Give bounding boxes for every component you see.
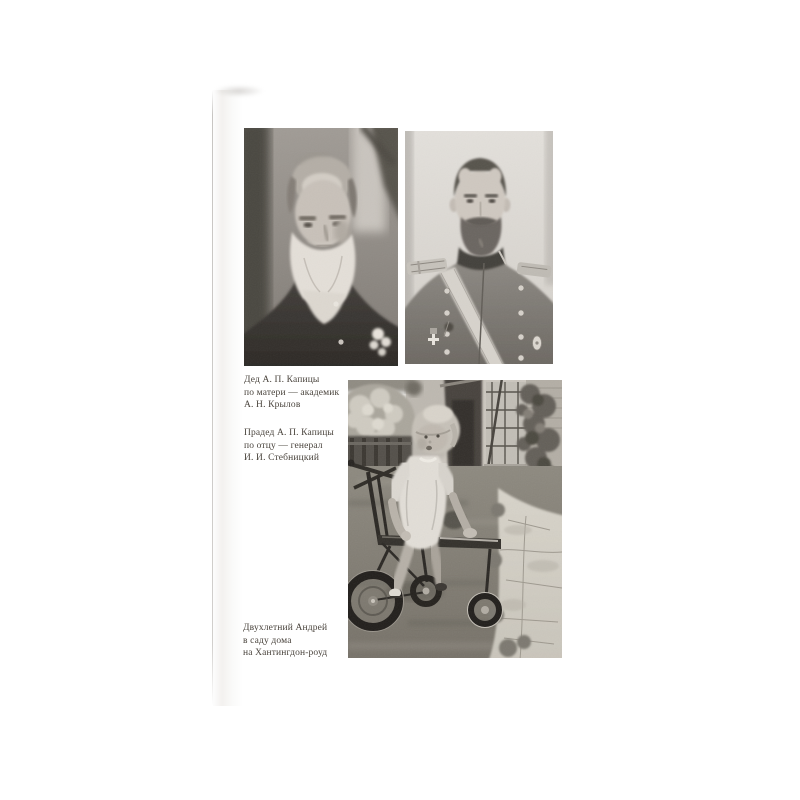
caption-line: Дед А. П. Капицы <box>244 375 320 385</box>
photo-andrei-garden <box>348 380 562 658</box>
page-spine-edge <box>213 90 243 706</box>
caption-line: И. И. Стебницкий <box>244 453 320 464</box>
page-top-smudge <box>214 85 264 97</box>
caption-line: на Хантингдон-роуд <box>243 648 328 659</box>
photo-krylov-portrait <box>244 128 398 366</box>
caption-line: Двухлетний Андрей <box>243 623 328 633</box>
caption-krylov <box>244 374 339 412</box>
page-spine-line <box>212 90 213 706</box>
caption-stebnitsky <box>244 427 334 465</box>
caption-line: по отцу — генерал <box>244 440 323 451</box>
caption-line: А. Н. Крылов <box>244 400 301 411</box>
photo-stebnitsky-portrait <box>405 131 553 364</box>
caption-line: по матери — академик <box>244 387 340 398</box>
caption-line: Прадед А. П. Капицы <box>244 428 334 438</box>
caption-line: в саду дома <box>243 635 292 646</box>
caption-andrei <box>243 622 327 660</box>
